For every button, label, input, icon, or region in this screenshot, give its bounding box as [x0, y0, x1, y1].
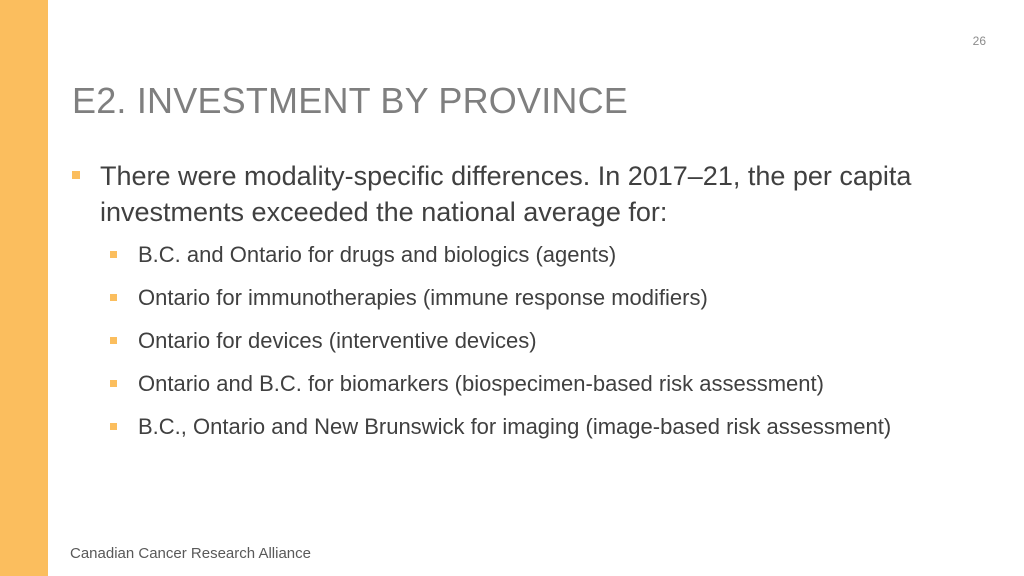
square-bullet-icon [110, 423, 117, 430]
bullet-main [72, 158, 992, 442]
sub-bullet-text: Ontario for immunotherapies (immune response modifiers) [138, 285, 708, 310]
bullet-main-text: There were modality-specific differences. In 2017–21, the per capita investments exceeded the national average for: [100, 161, 912, 227]
sub-bullet-item [110, 412, 992, 442]
sub-bullet-item [110, 240, 992, 270]
sub-bullet-item [110, 326, 992, 356]
slide-title: E2. INVESTMENT BY PROVINCE [72, 80, 629, 121]
sub-bullet-item [110, 283, 992, 313]
sub-bullet-item [110, 369, 992, 399]
footer-organization: Canadian Cancer Research Alliance [70, 545, 311, 562]
sub-bullet-text: B.C., Ontario and New Brunswick for imaging (image-based risk assessment) [138, 414, 892, 439]
accent-side-bar [0, 0, 48, 576]
square-bullet-icon [110, 251, 117, 258]
sub-bullet-text: B.C. and Ontario for drugs and biologics (agents) [138, 242, 617, 267]
slide-number: 26 [972, 34, 986, 48]
square-bullet-icon [72, 171, 80, 179]
square-bullet-icon [110, 294, 117, 301]
sub-bullet-text: Ontario for devices (interventive devices) [138, 328, 537, 353]
square-bullet-icon [110, 337, 117, 344]
bullet-list [72, 158, 992, 455]
square-bullet-icon [110, 380, 117, 387]
sub-bullet-list [110, 240, 992, 442]
sub-bullet-text: Ontario and B.C. for biomarkers (biospecimen-based risk assessment) [138, 371, 824, 396]
